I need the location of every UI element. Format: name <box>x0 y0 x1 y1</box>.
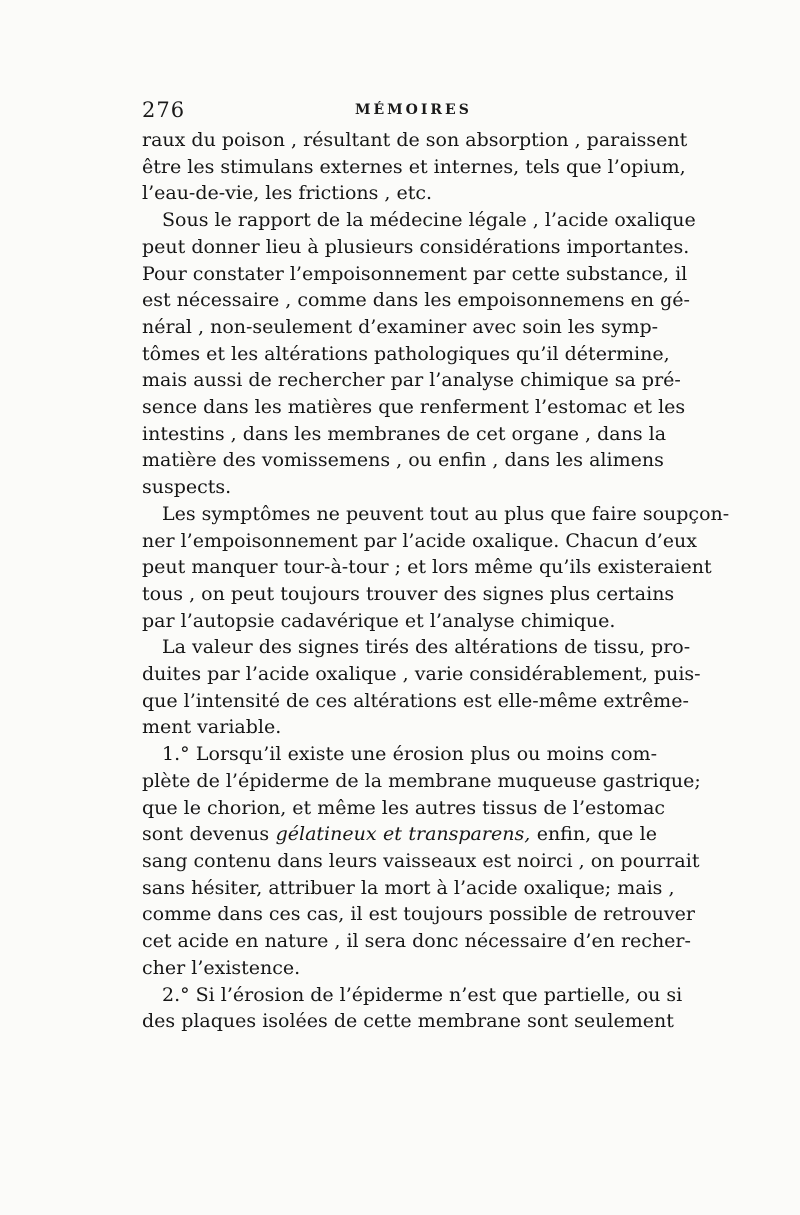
page-header <box>142 98 657 126</box>
text-line: cet acide en nature , il sera donc nécessaire d’en recher- <box>142 930 691 953</box>
text-line: Sous le rapport de la médecine légale , l’acide oxalique <box>162 209 696 232</box>
text-line: comme dans ces cas, il est toujours possible de retrouver <box>142 903 695 926</box>
text-line: mais aussi de rechercher par l’analyse chimique sa pré- <box>142 369 681 392</box>
text-line: peut donner lieu à plusieurs considérations importantes. <box>142 235 690 258</box>
text-line: La valeur des signes tirés des altérations de tissu, pro- <box>162 636 691 659</box>
text-line: que l’intensité de ces altérations est elle-même extrême- <box>142 689 689 712</box>
text-line-with-italic <box>142 821 657 848</box>
text-line: cher l’existence. <box>142 956 301 979</box>
text-line: néral , non-seulement d’examiner avec soin les symp- <box>142 315 659 338</box>
text-line: sans hésiter, attribuer la mort à l’acide oxalique; mais , <box>142 876 675 899</box>
running-head: MÉMOIRES <box>355 102 472 118</box>
text-line: tômes et les altérations pathologiques qu’il détermine, <box>142 342 670 365</box>
text-line: suspects. <box>142 476 232 499</box>
text-line: peut manquer tour-à-tour ; et lors même qu’ils existeraient <box>142 556 712 579</box>
text-line: tous , on peut toujours trouver des signes plus certains <box>142 582 675 605</box>
text-line: sang contenu dans leurs vaisseaux est noirci , on pourrait <box>142 849 700 872</box>
text-line: 1.° Lorsqu’il existe une érosion plus ou moins com- <box>162 743 657 766</box>
text-segment: enfin, que le <box>536 823 658 846</box>
text-line: des plaques isolées de cette membrane sont seulement <box>142 1010 674 1033</box>
text-line: sence dans les matières que renferment l’estomac et les <box>142 396 686 419</box>
text-line: duites par l’acide oxalique , varie considérablement, puis- <box>142 663 701 686</box>
text-line: ner l’empoisonnement par l’acide oxalique. Chacun d’eux <box>142 529 697 552</box>
text-line: Pour constater l’empoisonnement par cette substance, il <box>142 262 688 285</box>
text-line: être les stimulans externes et internes, tels que l’opium, <box>142 155 686 178</box>
text-line: raux du poison , résultant de son absorption , paraissent <box>142 129 688 151</box>
text-line: l’eau-de-vie, les frictions , etc. <box>142 182 433 205</box>
text-line: par l’autopsie cadavérique et l’analyse chimique. <box>142 609 616 632</box>
text-line: est nécessaire , comme dans les empoisonnemens en gé- <box>142 289 690 312</box>
text-line: intestins , dans les membranes de cet organe , dans la <box>142 422 667 445</box>
text-line: Les symptômes ne peuvent tout au plus que faire soupçon- <box>162 502 730 525</box>
text-segment: sont devenus <box>142 823 270 846</box>
text-line: 2.° Si l’érosion de l’épiderme n’est que partielle, ou si <box>162 983 683 1006</box>
body-text <box>142 127 730 1035</box>
page-number: 276 <box>142 98 186 122</box>
text-line: matière des vomissemens , ou enfin , dans les alimens <box>142 449 664 472</box>
text-line: plète de l’épiderme de la membrane muqueuse gastrique; <box>142 769 701 792</box>
text-line: que le chorion, et même les autres tissus de l’estomac <box>142 796 666 819</box>
italic-phrase: gélatineux et transparens, <box>275 823 531 846</box>
text-line: ment variable. <box>142 716 282 739</box>
